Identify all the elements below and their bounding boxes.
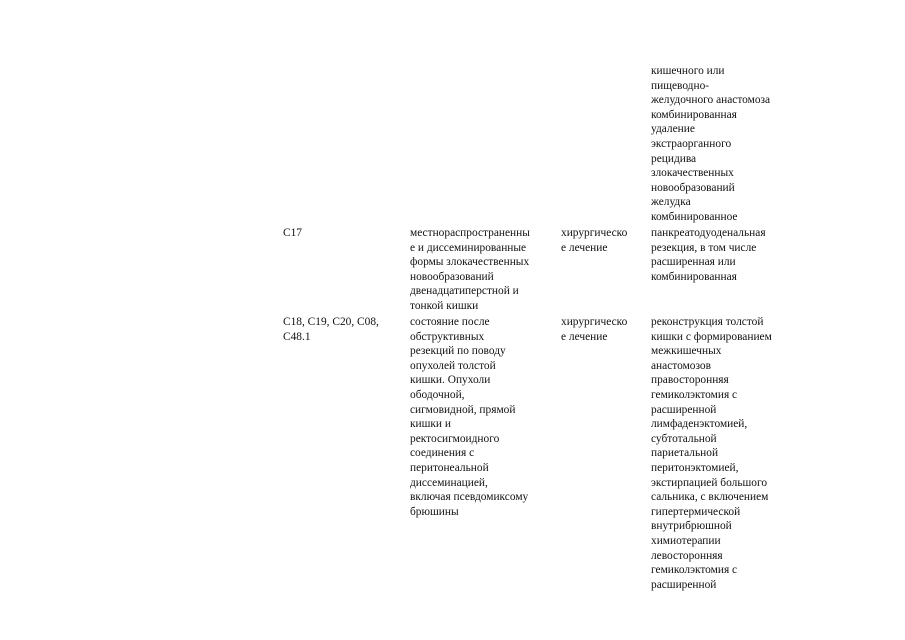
row-2-method: хирургическо е лечение [561,316,628,343]
row-2-treatment: реконструкция толстой кишки с формированием межкишечных анастомозов правосторонняя гемиколэктомия с расширенной лимфаденэктомией, субтотальной париетальной перитонэктомией, экстирпацией большого сальника, с включением гипертермической внутрибрюшной химиотерапии левосторонняя гемиколэктомия с расширенной [651,316,772,591]
row-0-treatment: кишечного или пищеводно- желудочного анастомоза комбинированная удаление экстраорганного рецидива злокачественных новообразований желудка комбинированное [651,65,771,223]
row-1-code: C17 [283,227,302,239]
row-2-code: C18, C19, C20, C08, C48.1 [283,316,379,343]
row-1-description: местнораспространенны е и диссеминированные формы злокачественных новообразований двенадцатиперстной и тонкой кишки [410,227,530,312]
row-1-method: хирургическо е лечение [561,227,628,254]
row-2-description: состояние после обструктивных резекций по поводу опухолей толстой кишки. Опухоли ободочной, сигмовидной, прямой кишки и ректосигмоидного соединения с перитонеальной диссеминацией, включая псевдомиксому брюшины [410,316,529,518]
row-1-treatment: панкреатодуоденальная резекция, в том числе расширенная или комбинированная [651,227,766,283]
